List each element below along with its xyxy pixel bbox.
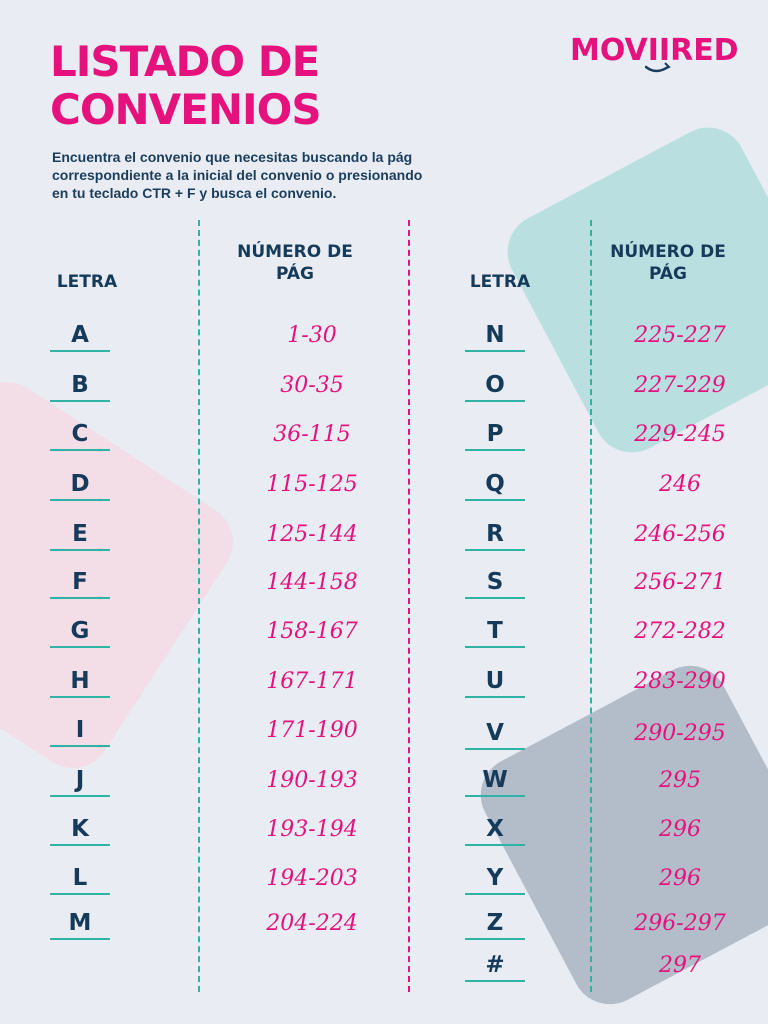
letter-link-w[interactable]: W	[465, 765, 525, 797]
letter-link-f[interactable]: F	[50, 567, 110, 599]
letter-link-n[interactable]: N	[465, 320, 525, 352]
intro-text: Encuentra el convenio que necesitas buscando la pág correspondiente a la inicial del convenio o presionando en tu teclado CTR + F y busca el convenio.	[52, 149, 423, 201]
header-letra-left: LETRA	[56, 272, 118, 292]
page-range: 30-35	[280, 373, 344, 398]
letter-link-u[interactable]: U	[465, 666, 525, 698]
letter-link-t[interactable]: T	[465, 616, 525, 648]
page-range: 171-190	[266, 718, 358, 743]
page-range: 204-224	[266, 911, 358, 936]
letter-link-k[interactable]: K	[50, 814, 110, 846]
page-range: 193-194	[266, 817, 358, 842]
page-range: 144-158	[266, 570, 358, 595]
letter-link-g[interactable]: G	[50, 616, 110, 648]
letter-link-r[interactable]: R	[465, 519, 525, 551]
header-pag-right: NÚMERO DE PÁG	[610, 242, 726, 284]
brand-text: MOVIIRED	[570, 33, 739, 68]
letter-link-x[interactable]: X	[465, 814, 525, 846]
column-divider	[198, 220, 200, 992]
column-divider	[408, 220, 410, 992]
page-range: 225-227	[634, 323, 726, 348]
page-range: 190-193	[266, 768, 358, 793]
page-range: 246-256	[634, 522, 726, 547]
letter-link-y[interactable]: Y	[465, 863, 525, 895]
page-range: 158-167	[266, 619, 358, 644]
page-range: 297	[659, 953, 701, 978]
page-range: 229-245	[634, 422, 726, 447]
page-range: 36-115	[273, 422, 351, 447]
letter-link-v[interactable]: V	[465, 718, 525, 750]
page-range: 296	[659, 817, 701, 842]
letter-link-s[interactable]: S	[465, 567, 525, 599]
title-line-1: LISTADO DE	[50, 37, 320, 86]
page-range: 246	[659, 472, 701, 497]
title-line-2: CONVENIOS	[50, 85, 321, 134]
header-pag-left: NÚMERO DE PÁG	[237, 242, 353, 284]
letter-link-p[interactable]: P	[465, 419, 525, 451]
letter-link-z[interactable]: Z	[465, 908, 525, 940]
page-range: 296	[659, 866, 701, 891]
letter-link-j[interactable]: J	[50, 765, 110, 797]
letter-link-e[interactable]: E	[50, 519, 110, 551]
letter-link-d[interactable]: D	[50, 469, 110, 501]
letter-link-c[interactable]: C	[50, 419, 110, 451]
letter-link-a[interactable]: A	[50, 320, 110, 352]
page-title	[50, 38, 321, 134]
decorative-pink-shape	[0, 368, 247, 783]
page-range: 283-290	[634, 669, 726, 694]
letter-link-b[interactable]: B	[50, 370, 110, 402]
page-range: 1-30	[287, 323, 337, 348]
letter-link-m[interactable]: M	[50, 908, 110, 940]
page-range: 125-144	[266, 522, 358, 547]
page-range: 115-125	[266, 472, 358, 497]
header-letra-right: LETRA	[469, 272, 531, 292]
page-range: 296-297	[634, 911, 726, 936]
letter-link-q[interactable]: Q	[465, 469, 525, 501]
moviired-logo	[570, 30, 742, 80]
letter-link-h[interactable]: H	[50, 666, 110, 698]
letter-link-i[interactable]: I	[50, 715, 110, 747]
page-range: 290-295	[634, 721, 726, 746]
page-range: 256-271	[634, 570, 726, 595]
page-range: 227-229	[634, 373, 726, 398]
page-range: 167-171	[266, 669, 358, 694]
page-range: 194-203	[266, 866, 358, 891]
page-range: 295	[659, 768, 701, 793]
letter-link-o[interactable]: O	[465, 370, 525, 402]
page-range: 272-282	[634, 619, 726, 644]
letter-link-l[interactable]: L	[50, 863, 110, 895]
letter-link-hash[interactable]: #	[465, 950, 525, 982]
